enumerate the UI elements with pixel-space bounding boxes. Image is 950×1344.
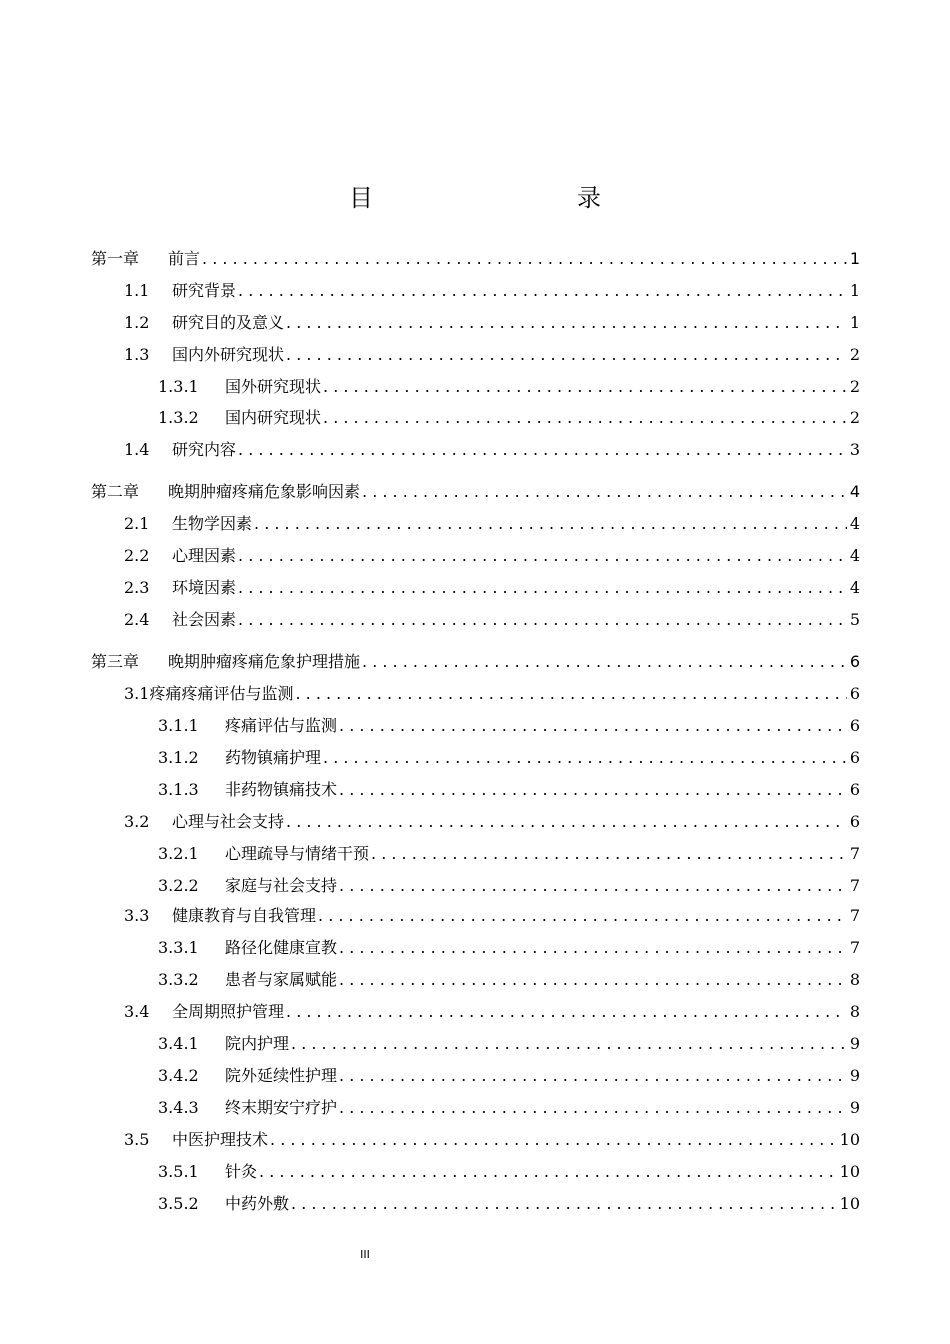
toc-entry-number: 3.2.2 xyxy=(158,876,199,895)
toc-entry-page: 1 xyxy=(849,249,860,268)
toc-entry-title: 环境因素 xyxy=(172,578,237,597)
dot-leader xyxy=(270,1128,837,1152)
toc-entry[interactable] xyxy=(124,438,860,462)
toc-entry-title: 研究内容 xyxy=(172,440,237,459)
toc-entry[interactable] xyxy=(124,1128,860,1152)
toc-entry-page: 6 xyxy=(849,748,860,767)
toc-entry[interactable] xyxy=(158,968,860,992)
dot-leader xyxy=(339,936,847,960)
toc-entry-number: 3.5.2 xyxy=(158,1194,199,1213)
toc-entry-number: 3.5 xyxy=(124,1130,150,1149)
toc-entry-page: 3 xyxy=(849,440,860,459)
toc-entry[interactable] xyxy=(158,936,860,960)
toc-entry-title: 终末期安宁疗护 xyxy=(225,1098,338,1117)
toc-entry-title: 家庭与社会支持 xyxy=(225,876,338,895)
toc-entry-page: 10 xyxy=(839,1130,860,1149)
toc-entry[interactable] xyxy=(124,608,860,632)
dot-leader xyxy=(295,682,846,706)
toc-entry[interactable] xyxy=(124,311,860,335)
toc-entry-page: 9 xyxy=(849,1034,860,1053)
toc-entry-number: 3.3.2 xyxy=(158,970,199,989)
toc-entry-number: 3.1.3 xyxy=(158,780,199,799)
toc-entry-number: 2.1 xyxy=(124,514,150,533)
toc-entry-number: 第二章 xyxy=(91,482,140,501)
toc-entry[interactable] xyxy=(158,778,860,802)
toc-entry-number: 3.5.1 xyxy=(158,1162,199,1181)
toc-entry-number: 3.3.1 xyxy=(158,938,199,957)
toc-entry-number: 3.4 xyxy=(124,1002,150,1021)
toc-entry-number: 3.1 xyxy=(124,684,150,703)
toc-entry-title: 前言 xyxy=(168,249,201,268)
dot-leader xyxy=(323,406,847,430)
dot-leader xyxy=(339,968,847,992)
toc-entry-title: 患者与家属赋能 xyxy=(225,970,338,989)
toc-entry-page: 4 xyxy=(849,546,860,565)
toc-entry-number: 1.3.1 xyxy=(158,377,199,396)
toc-entry-page: 7 xyxy=(849,906,860,925)
toc-entry[interactable] xyxy=(158,714,860,738)
toc-entry-title: 心理与社会支持 xyxy=(172,812,285,831)
toc-entry-number: 3.3 xyxy=(124,906,150,925)
dot-leader xyxy=(339,1096,847,1120)
toc-entry-title: 研究目的及意义 xyxy=(172,313,285,332)
dot-leader xyxy=(238,608,847,632)
toc-entry-page: 8 xyxy=(849,970,860,989)
toc-entry-page: 5 xyxy=(849,610,860,629)
toc-entry-page: 7 xyxy=(849,938,860,957)
toc-entry-number: 2.3 xyxy=(124,578,150,597)
toc-entry[interactable] xyxy=(124,576,860,600)
toc-entry[interactable] xyxy=(158,1096,860,1120)
toc-entry-title: 国内外研究现状 xyxy=(172,345,285,364)
dot-leader xyxy=(286,343,847,367)
toc-entry-number: 1.3 xyxy=(124,345,150,364)
toc-entry-page: 4 xyxy=(849,514,860,533)
dot-leader xyxy=(291,1032,847,1056)
dot-leader xyxy=(362,650,847,674)
toc-entry-number: 3.4.2 xyxy=(158,1066,199,1085)
toc-entry[interactable] xyxy=(124,343,860,367)
toc-entry-number: 2.2 xyxy=(124,546,150,565)
toc-entry-title: 国外研究现状 xyxy=(225,377,322,396)
toc-entry[interactable] xyxy=(124,682,860,706)
dot-leader xyxy=(286,810,847,834)
dot-leader xyxy=(238,544,847,568)
toc-entry-page: 2 xyxy=(849,377,860,396)
toc-entry[interactable] xyxy=(124,279,860,303)
toc-entry-page: 1 xyxy=(849,313,860,332)
dot-leader xyxy=(323,746,847,770)
toc-entry-page: 4 xyxy=(849,482,860,501)
dot-leader xyxy=(286,311,847,335)
dot-leader xyxy=(238,279,847,303)
dot-leader xyxy=(259,1160,837,1184)
toc-entry-title: 针灸 xyxy=(225,1162,258,1181)
toc-entry-number: 3.2.1 xyxy=(158,844,199,863)
dot-leader xyxy=(291,1192,837,1216)
toc-entry-page: 2 xyxy=(849,345,860,364)
toc-entry-page: 6 xyxy=(849,684,860,703)
page-number: III xyxy=(360,1248,370,1261)
toc-entry-number: 3.4.1 xyxy=(158,1034,199,1053)
toc-entry-number: 1.4 xyxy=(124,440,150,459)
toc-entry-page: 6 xyxy=(849,652,860,671)
toc-entry[interactable] xyxy=(124,810,860,834)
page-title: 目 录 xyxy=(349,184,653,212)
toc-entry[interactable] xyxy=(158,406,860,430)
toc-entry-title: 院外延续性护理 xyxy=(225,1066,338,1085)
toc-entry-title: 中药外敷 xyxy=(225,1194,290,1213)
toc-entry-title: 疼痛疼痛评估与监测 xyxy=(149,684,294,703)
toc-entry[interactable] xyxy=(158,842,860,866)
dot-leader xyxy=(339,1064,847,1088)
toc-entry-number: 3.4.3 xyxy=(158,1098,199,1117)
toc-entry[interactable] xyxy=(91,650,860,674)
toc-entry-page: 10 xyxy=(839,1162,860,1181)
toc-entry-page: 6 xyxy=(849,780,860,799)
toc-entry-number: 第一章 xyxy=(91,249,140,268)
toc-entry[interactable] xyxy=(158,1192,860,1216)
toc-entry-number: 1.1 xyxy=(124,281,150,300)
toc-entry[interactable] xyxy=(158,1160,860,1184)
dot-leader xyxy=(339,778,847,802)
toc-entry-page: 8 xyxy=(849,1002,860,1021)
dot-leader xyxy=(339,874,847,898)
dot-leader xyxy=(254,512,847,536)
toc-entry[interactable] xyxy=(158,746,860,770)
toc-entry-title: 路径化健康宣教 xyxy=(225,938,338,957)
toc-entry-number: 3.2 xyxy=(124,812,150,831)
toc-entry[interactable] xyxy=(158,1064,860,1088)
dot-leader xyxy=(323,375,847,399)
toc-entry-title: 生物学因素 xyxy=(172,514,253,533)
toc-entry-title: 药物镇痛护理 xyxy=(225,748,322,767)
toc-entry-title: 心理疏导与情绪干预 xyxy=(225,844,370,863)
toc-entry-page: 2 xyxy=(849,408,860,427)
toc-entry-number: 第三章 xyxy=(91,652,140,671)
toc-entry-title: 健康教育与自我管理 xyxy=(172,906,317,925)
dot-leader xyxy=(238,576,847,600)
dot-leader xyxy=(362,480,847,504)
toc-entry-number: 1.2 xyxy=(124,313,150,332)
toc-entry-page: 9 xyxy=(849,1098,860,1117)
toc-entry[interactable] xyxy=(158,874,860,898)
toc-entry-title: 中医护理技术 xyxy=(172,1130,269,1149)
toc-entry-number: 2.4 xyxy=(124,610,150,629)
toc-entry-title: 国内研究现状 xyxy=(225,408,322,427)
toc-entry-number: 1.3.2 xyxy=(158,408,199,427)
toc-entry[interactable] xyxy=(124,904,860,928)
toc-entry[interactable] xyxy=(124,512,860,536)
toc-entry-page: 7 xyxy=(849,876,860,895)
toc-entry-title: 研究背景 xyxy=(172,281,237,300)
toc-entry-title: 全周期照护管理 xyxy=(172,1002,285,1021)
dot-leader xyxy=(318,904,847,928)
dot-leader xyxy=(371,842,847,866)
toc-entry[interactable] xyxy=(158,375,860,399)
dot-leader xyxy=(286,1000,847,1024)
toc-entry-page: 9 xyxy=(849,1066,860,1085)
toc-entry[interactable] xyxy=(91,480,860,504)
dot-leader xyxy=(202,247,847,271)
dot-leader xyxy=(339,714,847,738)
dot-leader xyxy=(238,438,847,462)
toc-entry-number: 3.1.2 xyxy=(158,748,199,767)
toc-entry-page: 6 xyxy=(849,812,860,831)
toc-entry-title: 疼痛评估与监测 xyxy=(225,716,338,735)
toc-entry[interactable] xyxy=(158,1032,860,1056)
toc-entry-title: 晚期肿瘤疼痛危象护理措施 xyxy=(168,652,361,671)
toc-entry-page: 1 xyxy=(849,281,860,300)
toc-entry[interactable] xyxy=(124,1000,860,1024)
toc-entry-page: 7 xyxy=(849,844,860,863)
toc-entry[interactable] xyxy=(124,544,860,568)
toc-entry-title: 晚期肿瘤疼痛危象影响因素 xyxy=(168,482,361,501)
toc-entry-title: 社会因素 xyxy=(172,610,237,629)
toc-entry-number: 3.1.1 xyxy=(158,716,199,735)
toc-entry-page: 10 xyxy=(839,1194,860,1213)
toc-entry-page: 6 xyxy=(849,716,860,735)
toc-entry-title: 院内护理 xyxy=(225,1034,290,1053)
toc-entry-title: 非药物镇痛技术 xyxy=(225,780,338,799)
toc-entry-title: 心理因素 xyxy=(172,546,237,565)
toc-entry[interactable] xyxy=(91,247,860,271)
toc-entry-page: 4 xyxy=(849,578,860,597)
